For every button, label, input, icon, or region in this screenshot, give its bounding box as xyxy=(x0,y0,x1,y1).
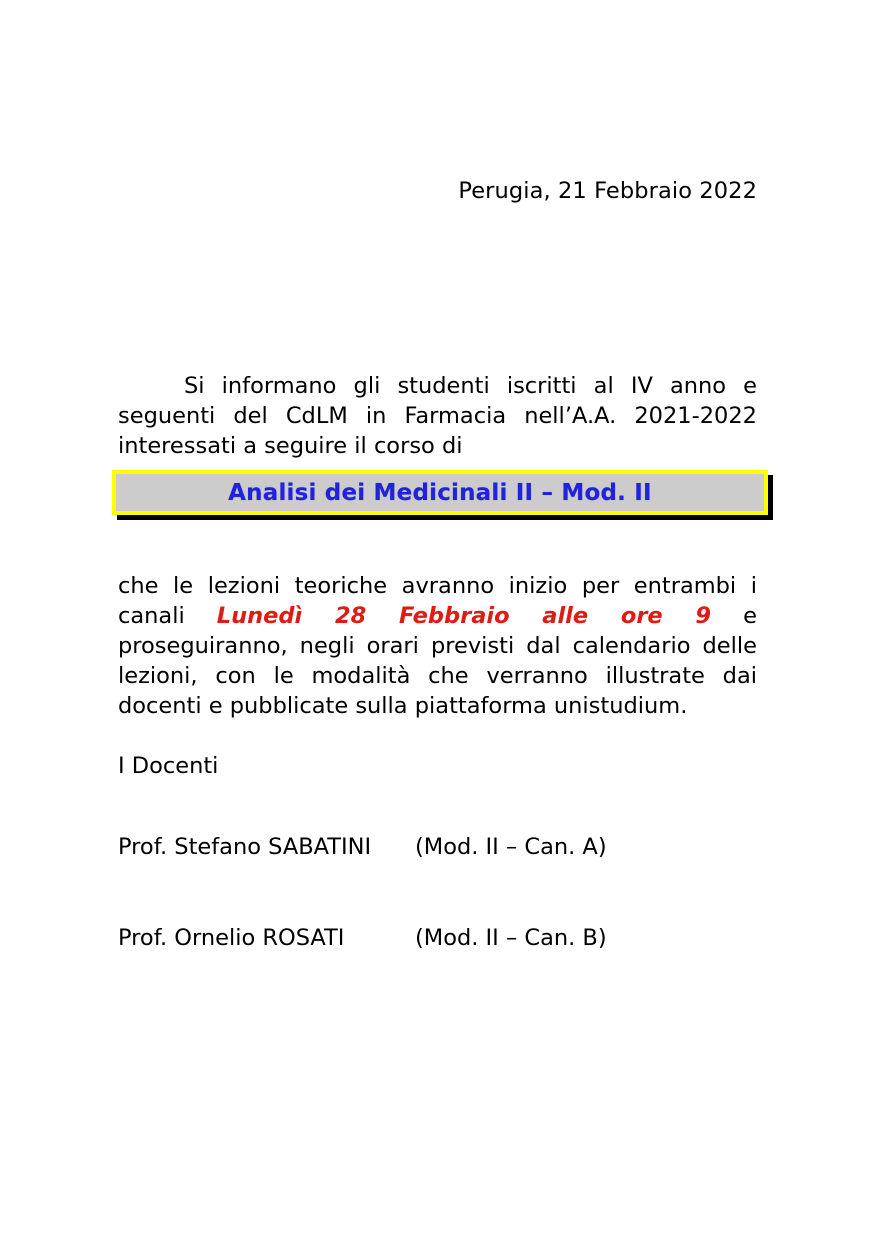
professor-name-1: Prof. Stefano SABATINI xyxy=(118,834,372,860)
intro-paragraph xyxy=(118,371,757,461)
signature-heading-text: I Docenti xyxy=(118,753,219,779)
intro-paragraph-text: Si informano gli studenti iscritti al IV anno e seguenti del CdLM in Farmacia nell’A.A. 2021-2022 interessati a seguire il corso di xyxy=(118,372,757,459)
body-text-after-highlight: e proseguiranno, negli orari previsti dal calendario delle lezioni, con le modalità che verranno illustrate dai docenti e pubblicate sulla piattaforma unistudium. xyxy=(118,602,757,719)
signature-heading xyxy=(118,752,218,780)
professor-module-2: (Mod. II – Can. B) xyxy=(415,925,607,951)
start-date-highlight: Lunedì 28 Febbraio alle ore 9 xyxy=(216,602,712,629)
body-paragraph xyxy=(118,571,757,721)
course-title-banner xyxy=(112,470,768,515)
date-line xyxy=(118,178,757,204)
course-title-text: Analisi dei Medicinali II – Mod. II xyxy=(228,479,652,506)
signature-row-2 xyxy=(118,924,874,952)
date-text: Perugia, 21 Febbraio 2022 xyxy=(458,178,757,204)
banner-box xyxy=(112,470,768,515)
professor-name-2: Prof. Ornelio ROSATI xyxy=(118,925,345,951)
signature-row-1 xyxy=(118,833,874,861)
body-text-before-highlight: che le lezioni teoriche avranno inizio per entrambi i canali xyxy=(118,572,757,629)
professor-module-1: (Mod. II – Can. A) xyxy=(415,834,607,860)
